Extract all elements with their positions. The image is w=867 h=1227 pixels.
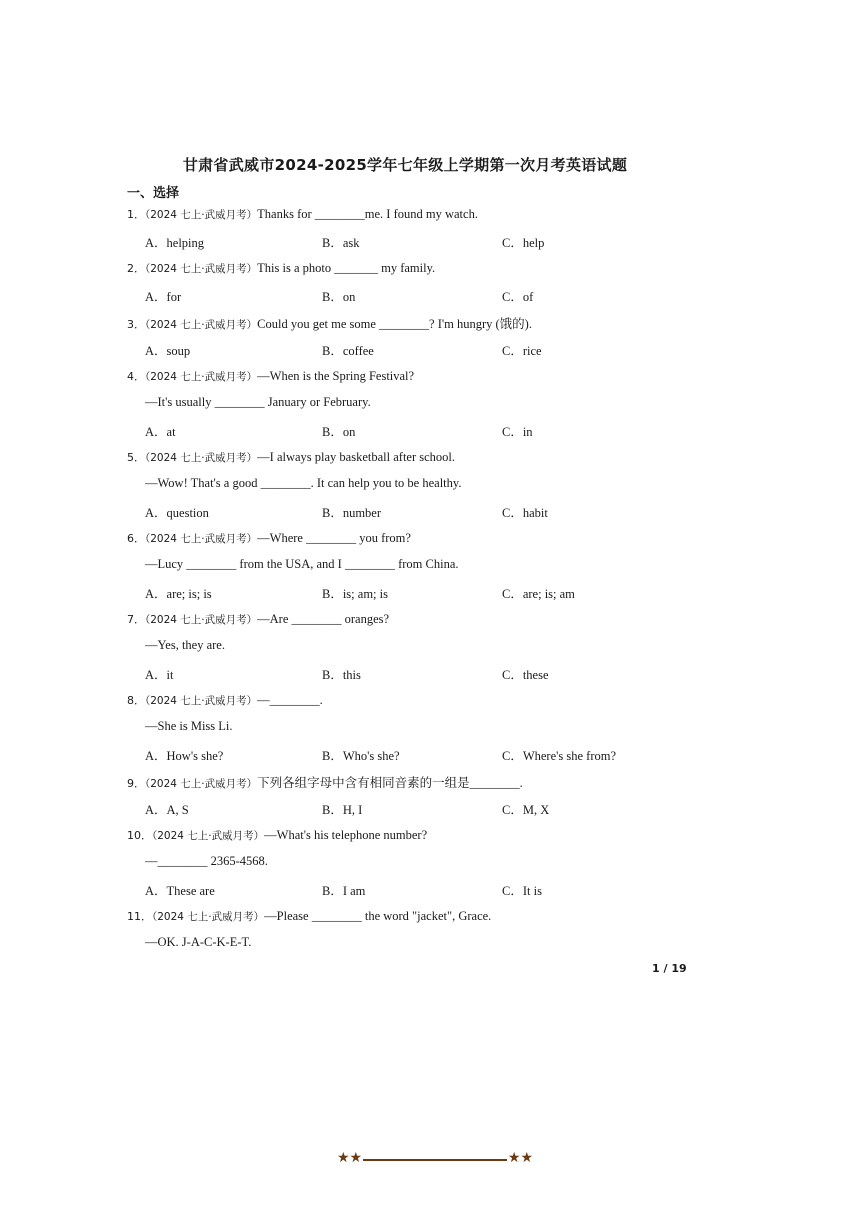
answer-option: B．is; am; is [322, 587, 388, 601]
question-number: 1． [127, 208, 145, 221]
answer-option: A．for [145, 290, 182, 304]
question-number: 6． [127, 532, 145, 545]
answer-option: B．on [322, 290, 356, 304]
question-number: 7． [127, 613, 145, 626]
answer-option: C．It is [502, 884, 542, 898]
answer-option: B．number [322, 506, 382, 520]
question-number: 8． [127, 694, 145, 707]
question-source: （2024 七上·武威月考） [145, 263, 258, 275]
question-line: —Yes, they are. [145, 638, 225, 652]
question-text: —When is the Spring Festival? [257, 369, 415, 383]
star-icon: ★★ [507, 1151, 533, 1166]
question-stem [127, 449, 455, 465]
question-source: （2024 七上·武威月考） [152, 911, 265, 923]
answer-option: B．ask [322, 236, 360, 250]
question-stem [127, 368, 414, 384]
question-text: This is a photo _______ my family. [257, 261, 436, 275]
question-text: —Please ________ the word "jacket", Grace. [264, 909, 492, 923]
question-line: —Lucy ________ from the USA, and I ________ from China. [145, 557, 459, 571]
question-text: Thanks for ________me. I found my watch. [257, 207, 478, 221]
page-footer-ornament [337, 1150, 533, 1168]
answer-option: A．are; is; is [145, 587, 212, 601]
page-title: 甘肃省武威市2024-2025学年七年级上学期第一次月考英语试题 [182, 156, 628, 174]
question-number: 9． [127, 777, 145, 790]
question-stem [127, 314, 532, 332]
answer-option: A．question [145, 506, 209, 520]
question-source: （2024 七上·武威月考） [145, 452, 258, 464]
question-stem [127, 908, 491, 924]
answer-option: A．it [145, 668, 174, 682]
footer-rule [363, 1159, 507, 1161]
question-stem [127, 260, 435, 276]
answer-option: B．on [322, 425, 356, 439]
question-source: （2024 七上·武威月考） [145, 319, 258, 331]
question-text: —Are ________ oranges? [257, 612, 390, 626]
question-line: —________ 2365-4568. [145, 854, 268, 868]
answer-option: B．I am [322, 884, 366, 898]
page-number: 1 / 19 [652, 962, 687, 975]
question-line: —She is Miss Li. [145, 719, 233, 733]
answer-option: C．these [502, 668, 549, 682]
answer-option: A．These are [145, 884, 215, 898]
answer-option: A．helping [145, 236, 205, 250]
question-number: 3． [127, 318, 145, 331]
answer-option: C．rice [502, 344, 542, 358]
question-text: Could you get me some ________? I'm hungry (饿的). [257, 317, 532, 331]
question-text: —I always play basketball after school. [257, 450, 456, 464]
question-source: （2024 七上·武威月考） [145, 371, 258, 383]
question-stem [127, 773, 523, 791]
question-line: —OK. J-A-C-K-E-T. [145, 935, 252, 949]
question-source: （2024 七上·武威月考） [145, 695, 258, 707]
question-stem [127, 206, 478, 222]
answer-option: A．How's she? [145, 749, 224, 763]
question-number: 10． [127, 829, 152, 842]
question-source: （2024 七上·武威月考） [152, 830, 265, 842]
question-text: —________. [257, 693, 323, 707]
answer-option: B．coffee [322, 344, 374, 358]
question-number: 11． [127, 910, 152, 923]
question-stem [127, 611, 389, 627]
answer-option: B．this [322, 668, 361, 682]
answer-option: C．of [502, 290, 534, 304]
question-source: （2024 七上·武威月考） [145, 614, 258, 626]
question-source: （2024 七上·武威月考） [145, 778, 258, 790]
question-stem [127, 827, 427, 843]
section-heading: 一、选择 [127, 186, 180, 201]
question-stem [127, 692, 323, 708]
answer-option: B．H, I [322, 803, 363, 817]
question-text: —Where ________ you from? [257, 531, 411, 545]
answer-option: A．A, S [145, 803, 189, 817]
answer-option: C．in [502, 425, 533, 439]
question-number: 5． [127, 451, 145, 464]
answer-option: C．Where's she from? [502, 749, 617, 763]
question-text: 下列各组字母中含有相同音素的一组是________. [257, 776, 523, 790]
question-stem [127, 530, 411, 546]
question-number: 4． [127, 370, 145, 383]
question-text: —What's his telephone number? [264, 828, 428, 842]
answer-option: C．are; is; am [502, 587, 575, 601]
star-icon: ★★ [337, 1151, 363, 1166]
question-line: —It's usually ________ January or February. [145, 395, 371, 409]
answer-option: C．help [502, 236, 545, 250]
question-number: 2． [127, 262, 145, 275]
question-source: （2024 七上·武威月考） [145, 533, 258, 545]
answer-option: A．at [145, 425, 176, 439]
answer-option: A．soup [145, 344, 191, 358]
answer-option: C．habit [502, 506, 548, 520]
answer-option: B．Who's she? [322, 749, 400, 763]
question-source: （2024 七上·武威月考） [145, 209, 258, 221]
question-line: —Wow! That's a good ________. It can help you to be healthy. [145, 476, 462, 490]
answer-option: C．M, X [502, 803, 550, 817]
